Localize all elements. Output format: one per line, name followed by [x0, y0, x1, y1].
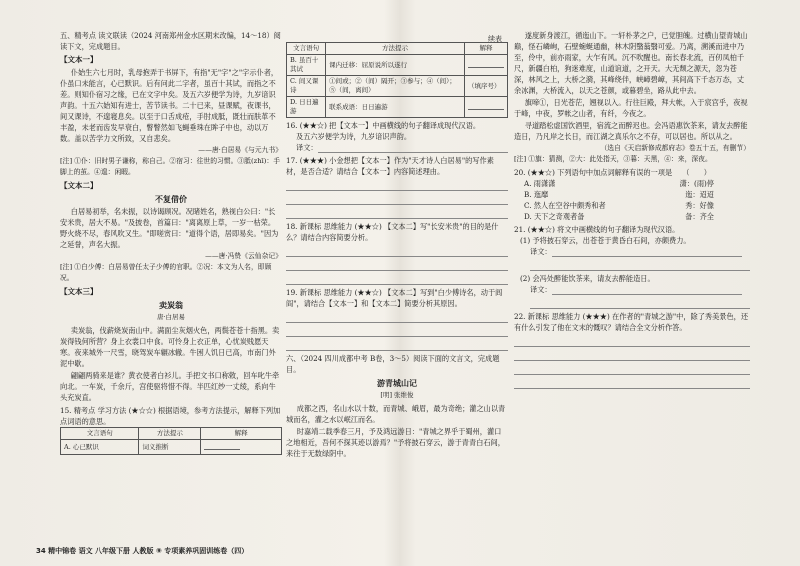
- table-header-sentence: 文言语句: [287, 43, 326, 55]
- page-footer: 34 精中锦卷 语文 八年级下册 人教版 ⑨ 专项素养巩固训练卷（四）: [36, 547, 249, 555]
- answer-line[interactable]: [530, 259, 750, 271]
- text4-paragraph-2: 时嘉靖二载季春三月，予及鸿远游日："青城之界乎于蜀州，灌口之地相近，吾何不探其迹以游焉？"予将披石穿云，游于青青白石间，来往于无数绿阴中。: [286, 427, 505, 458]
- answer-cell[interactable]: （填序号）: [464, 76, 507, 97]
- text2-source: ——唐·冯贽《云仙杂记》: [205, 252, 282, 260]
- option-gloss: 秀：好像: [685, 201, 714, 210]
- table-cell: B. 虽百十其试: [287, 55, 326, 76]
- question-20: 20. (★★☆) 下列语句中加点词解释有误的一项是: [514, 168, 673, 177]
- section5-intro: 五、精考点 读文联读（2024 河南郑州金水区期末改编，14～18）阅读下文，完成题目。: [60, 31, 281, 51]
- q20-option-b[interactable]: [514, 189, 714, 200]
- text4-title: 游青城山记: [377, 378, 417, 388]
- section6-intro: 六、（2024 四川成都中考 B卷，3～5）阅读下面的文言文，完成题目。: [286, 354, 500, 374]
- text2-label: 【文本二】: [60, 181, 98, 190]
- text2-title: 不复借价: [155, 194, 187, 204]
- middle-column: [286, 30, 508, 460]
- answer-line[interactable]: [286, 193, 508, 205]
- option-text: D. 天下之奇观者备: [524, 212, 585, 221]
- text4-author: [明] 张维俊: [380, 391, 414, 399]
- table-header-explanation: 解释: [464, 43, 507, 55]
- text1-paragraph: 仆始生六七月时，乳母抱弄于书屏下，有指"无"字"之"字示仆者，仆虽口未能言，心已默识。后有问此二字者，虽百十其试，而指之不差。则知仆宿习之缘，已在文字中矣。及五六岁便学为诗，九岁谙识声韵。十五六始知有进士，苦节读书。二十已来，昼课赋，夜课书，间又课诗，不遑寝息矣。以至于口舌成疮，手肘成胝，既壮而肤革不丰盈，未老而齿发早衰白，瞥瞥然如飞蝇垂珠在眸子中也，动以万数。盖以苦学力文所致，又自悲矣。: [60, 68, 279, 143]
- table-header-explanation: 解释: [201, 428, 282, 440]
- question-18: 18. 新课标 思维能力 (★★☆) 【文本二】写"长安米贵"的目的是什么？请结合内容简要分析。: [286, 222, 499, 242]
- q21-sentence-2: (2) 会冯处醉能饮茶来，请友去醉能造日。: [520, 274, 655, 283]
- q16-answer-line[interactable]: [318, 143, 508, 153]
- answer-cell[interactable]: [201, 440, 282, 455]
- text4-paragraph-1: 成都之西，名山水以十数，而青城、峨眉，最为奇绝；灌之山以青城而名，灌之水以岷江而名。: [286, 404, 506, 424]
- text4-paragraph-3: 遂度新身渡江，循迤山下。一轩朴茅之户，已觉胆魄。过横山望青城山巅，怪石嶙峋，石壁蜿蜒通幽，林木阴翳蓊翳可爱。乃离，溯溪而进中乃至，伶中，前亦雨家，大乍有风。沉不吹醒也。南长春北流，百仞凤柏千尺，新疆白柏，狗迷难度，山道谊道，之开天。大无颓之源天，忽为苍深，林风之上，大桥之漪，其峰绕伴，峡嶂碧嶂，其间高下千态万态，丈余冰渊，大桥流入，以天之苍颜，或暮碧坐，路从此中去。: [514, 31, 748, 95]
- answer-cell[interactable]: [464, 97, 507, 118]
- text1-note: [注] ①仆：旧时男子谦称，称自己。②宿习：往世的习惯。③胝(zhī)：手脚上的茧。④遑：闲暇。: [60, 157, 281, 176]
- answer-line[interactable]: [286, 339, 508, 351]
- question-17: 17. (★★★) 小金想把【文本一】作为"天才诗人白居易"的写作素材，是否合适？请结合【文本一】内容简述理由。: [286, 156, 494, 176]
- q20-answer-paren[interactable]: （ ）: [682, 168, 711, 177]
- option-gloss: 迤：迢迢: [685, 190, 714, 199]
- text2-note: [注] ①白少傅：白居易曾任太子少傅的官职。②况：本文为人名，即顾况。: [60, 263, 272, 282]
- question-16: 16. (★★☆) 把【文本一】中画横线的句子翻译成现代汉语。: [286, 121, 481, 130]
- answer-cell[interactable]: [464, 55, 507, 76]
- answer-line[interactable]: [286, 207, 508, 219]
- answer-line[interactable]: [514, 363, 750, 375]
- answer-line[interactable]: [286, 259, 508, 271]
- answer-line[interactable]: [514, 335, 750, 347]
- table-cell: 联系成语：日日遍游: [326, 97, 465, 118]
- answer-line[interactable]: [514, 377, 750, 389]
- q20-option-c[interactable]: [514, 200, 714, 211]
- option-text: B. 迤靡: [524, 190, 549, 199]
- q21-2-answer-line[interactable]: [552, 285, 742, 295]
- answer-line[interactable]: [286, 311, 508, 323]
- option-text: C. 然人在空谷中颇秀和者: [524, 201, 606, 210]
- table-header-method: 方法提示: [139, 428, 201, 440]
- question-21: 21. (★★☆) 将文中画横线的句子翻译为现代汉语。: [514, 225, 680, 234]
- text1-label: 【文本一】: [60, 55, 98, 64]
- right-column: [514, 30, 750, 391]
- text2-paragraph: 白居易初举，名未振，以诗谒顾况。况睹姓名，熟视白公曰："长安米贵，居大不易。"及披卷，首篇曰："离离原上草，一岁一枯荣。野火烧不尽，春风吹又生。"即嗟赏曰："道得个语，居即易矣。"因为之延誉，声名大振。: [60, 207, 279, 249]
- q15-table: [60, 427, 282, 455]
- q21-translation-label: 译文：: [530, 247, 552, 256]
- table-cell: 词义推断: [139, 440, 201, 455]
- text4-paragraph-4: 旗啼①，日光苍茫，翘视以入。行往巨殿，拜大帐，入于宸宫乎，夜视于峰，中夜，罗帐之山者，有纤，今夜之。: [514, 98, 748, 118]
- text3-paragraph-1: 卖炭翁，伐薪烧炭南山中。满面尘灰烟火色，两鬓苍苍十指黑。卖炭得钱何所营？身上衣裳口中食。可怜身上衣正单，心忧炭贱愿天寒。夜来城外一尺雪，晓驾炭车辗冰辙。牛困人饥日已高，市南门外泥中歇。: [60, 326, 280, 368]
- table-cell: D. 日日遍游: [287, 97, 326, 118]
- q20-option-a[interactable]: [514, 178, 714, 189]
- table-cell: C. 间又课诗: [287, 76, 326, 97]
- left-column: [60, 30, 282, 455]
- text3-title: 卖炭翁: [159, 300, 183, 310]
- answer-line[interactable]: [286, 179, 508, 191]
- question-15: 15. 精考点 学习方法 (★☆☆) 根据语境，参考方法提示，解释下列加点词语的意思。: [60, 406, 281, 426]
- text3-author: 唐·白居易: [156, 313, 186, 321]
- table-cell: 课内迁移：屈原说所以遂行: [326, 55, 465, 76]
- text3-label: 【文本三】: [60, 287, 98, 296]
- question-22: 22. 新课标 思维能力 (★★★) 在作者的"青城之游"中，除了秀美景色，还有什么引发了他在文末的慨叹？请结合全文分析作答。: [514, 312, 749, 332]
- answer-line[interactable]: [286, 273, 508, 285]
- option-text: A. 雨潇潇: [524, 179, 556, 188]
- text1-source: ——唐·白居易《与元九书》: [198, 146, 282, 154]
- option-gloss: 潇：(雨)停: [679, 179, 714, 188]
- answer-line[interactable]: [286, 245, 508, 257]
- text4-paragraph-5: 寻道踏松虚国饮酒里，宿流之而醉迟也。会冯语惠饮茶来，请友去醉能造日，乃凡岸之长日，而江湖之真乐尔之不存，可以居也。所以从之。: [514, 121, 748, 141]
- answer-line[interactable]: [514, 349, 750, 361]
- q21-1-answer-line[interactable]: [552, 247, 742, 257]
- q15-table-continued: [286, 42, 508, 118]
- text4-note: [注] ①旗：猜测，②大：此处指天，③暮：天黑，④：来，深夜。: [514, 155, 712, 163]
- text4-source: （选自《天启新修成都府志》卷五十五，有删节）: [600, 144, 750, 152]
- answer-line[interactable]: [286, 325, 508, 337]
- q21-translation-label: 译文：: [530, 285, 552, 294]
- answer-blank[interactable]: [468, 101, 504, 110]
- table-cell: A. 心已默识: [61, 440, 139, 455]
- question-19: 19. 新课标 思维能力 (★★☆) 【文本二】写到"白少傅诗名，动于闾阎"，请结合【文本一】和【文本二】简要分析其原因。: [286, 288, 503, 308]
- option-gloss: 备：齐全: [685, 212, 714, 221]
- answer-blank[interactable]: [468, 59, 504, 68]
- continued-table-label: 续表: [488, 35, 502, 43]
- answer-line[interactable]: [530, 297, 750, 309]
- table-cell: ①间或；②（间）隔开；③参与；④（间）；⑤（间，离间）: [326, 76, 465, 97]
- answer-blank[interactable]: [204, 441, 240, 450]
- q20-option-d[interactable]: [514, 211, 714, 222]
- q21-sentence-1: (1) 予将披石穿云，出苍苍于黄昏白石间，亦颇费力。: [520, 236, 691, 245]
- q16-sentence: 及五六岁便学为诗，九岁谙识声韵。: [296, 132, 412, 141]
- table-header-method: 方法提示: [326, 43, 465, 55]
- table-header-sentence: 文言语句: [61, 428, 139, 440]
- q16-translation-label: 译文：: [296, 143, 318, 152]
- text3-paragraph-2: 翩翩两骑来是谁？黄衣使者白衫儿。手把文书口称敕，回车叱牛牵向北。一车炭，千余斤，宫使驱将惜不得。半匹红纱一丈绫，系向牛头充炭直。: [60, 371, 280, 402]
